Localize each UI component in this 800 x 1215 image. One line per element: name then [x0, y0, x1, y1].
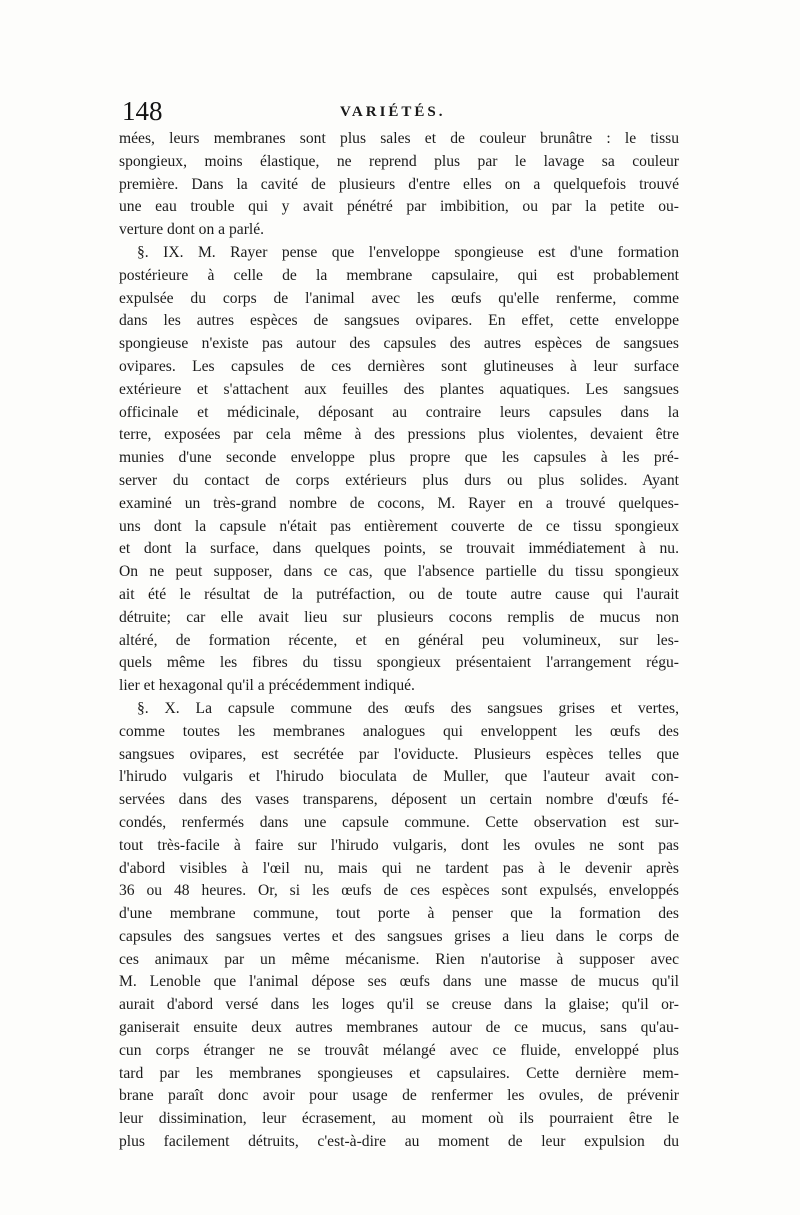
text-line: capsules des sangsues vertes et des sangsues grises a lieu dans le corps de [119, 927, 679, 945]
section-ix-start: §. IX. M. Rayer pense que l'enveloppe spongieuse est d'une formation [137, 243, 679, 261]
text-line: spongieuse n'existe pas autour des capsules des autres espèces de sangsues [119, 335, 679, 353]
text-line: comme toutes les membranes analogues qui enveloppent les œufs des [119, 722, 679, 740]
text-line: ganiserait ensuite deux autres membranes autour de ce mucus, sans qu'au- [119, 1019, 679, 1037]
text-line: postérieure à celle de la membrane capsulaire, qui est probablement [119, 266, 679, 284]
running-head: VARIÉTÉS. [340, 104, 446, 120]
text-line: servées dans des vases transparens, déposent un certain nombre d'œufs fé- [119, 791, 679, 809]
text-line: plus facilement détruits, c'est-à-dire au moment de leur expulsion du [119, 1133, 679, 1151]
body-text [119, 128, 679, 1154]
text-line: On ne peut supposer, dans ce cas, que l'absence partielle du tissu spongieux [119, 563, 679, 581]
text-line: uns dont la capsule n'était pas entièrement couverte de ce tissu spongieux [119, 517, 679, 535]
text-line: leur dissimination, leur écrasement, au moment où ils pourraient être le [119, 1110, 679, 1128]
text-line: examiné un très-grand nombre de cocons, M. Rayer en a trouvé quelques- [119, 494, 679, 512]
text-line: d'une membrane commune, tout porte à penser que la formation des [119, 905, 679, 923]
text-line: détruite; car elle avait lieu sur plusieurs cocons remplis de mucus non [119, 608, 679, 626]
text-line: tout très-facile à faire sur l'hirudo vulgaris, dont les ovules ne sont pas [119, 836, 679, 854]
text-line: une eau trouble qui y avait pénétré par imbibition, ou par la petite ou- [119, 198, 679, 216]
page-header [122, 94, 682, 128]
text-line: et dont la surface, dans quelques points, se trouvait immédiatement à nu. [119, 540, 679, 558]
text-line: expulsée du corps de l'animal avec les œufs qu'elle renferme, comme [119, 289, 679, 307]
text-line: spongieux, moins élastique, ne reprend plus par le lavage sa couleur [119, 152, 679, 170]
text-line: cun corps étranger ne se trouvât mélangé avec ce fluide, enveloppé plus [119, 1041, 679, 1059]
text-line: M. Lenoble que l'animal dépose ses œufs dans une masse de mucus qu'il [119, 973, 679, 991]
text-line: verture dont on a parlé. [119, 221, 265, 239]
text-line: ovipares. Les capsules de ces dernières sont glutineuses à leur surface [119, 357, 679, 375]
text-line: dans les autres espèces de sangsues ovipares. En effet, cette enveloppe [119, 312, 679, 330]
text-line: condés, renfermés dans une capsule commune. Cette observation est sur- [119, 813, 679, 831]
text-line: première. Dans la cavité de plusieurs d'entre elles on a quelquefois trouvé [119, 175, 679, 193]
text-line: terre, exposées par cela même à des pressions plus violentes, devaient être [119, 426, 679, 444]
text-line: altéré, de formation récente, et en général peu volumineux, sur les- [119, 631, 679, 649]
text-line: extérieure et s'attachent aux feuilles des plantes aquatiques. Les sangsues [119, 380, 679, 398]
text-line: tard par les membranes spongieuses et capsulaires. Cette dernière mem- [119, 1064, 679, 1082]
section-x-start: §. X. La capsule commune des œufs des sangsues grises et vertes, [137, 699, 679, 717]
text-line: 36 ou 48 heures. Or, si les œufs de ces espèces sont expulsés, enveloppés [119, 882, 679, 900]
text-line: l'hirudo vulgaris et l'hirudo bioculata de Muller, que l'auteur avait con- [119, 768, 679, 786]
text-line: d'abord visibles à l'œil nu, mais qui ne tardent pas à le devenir après [119, 859, 679, 877]
text-line: lier et hexagonal qu'il a précédemment indiqué. [119, 677, 415, 695]
text-line: server du contact de corps extérieurs plus durs ou plus solides. Ayant [119, 471, 679, 489]
page-number: 148 [122, 96, 163, 126]
text-line: ait été le résultat de la putréfaction, ou de toute autre cause qui l'aurait [119, 585, 679, 603]
text-line: mées, leurs membranes sont plus sales et de couleur brunâtre : le tissu [119, 130, 679, 147]
text-line: officinale et médicinale, déposant au contraire leurs capsules dans la [119, 403, 679, 421]
text-line: brane paraît donc avoir pour usage de renfermer les ovules, de prévenir [119, 1087, 679, 1105]
text-line: ces animaux par un même mécanisme. Rien n'autorise à supposer avec [119, 950, 679, 968]
text-line: quels même les fibres du tissu spongieux présentaient l'arrangement régu- [119, 654, 679, 672]
text-line: aurait d'abord versé dans les loges qu'il se creuse dans la glaise; qu'il or- [119, 996, 679, 1014]
text-line: sangsues ovipares, est secrétée par l'oviducte. Plusieurs espèces telles que [119, 745, 679, 763]
text-line: munies d'une seconde enveloppe plus propre que les capsules à les pré- [119, 449, 679, 467]
